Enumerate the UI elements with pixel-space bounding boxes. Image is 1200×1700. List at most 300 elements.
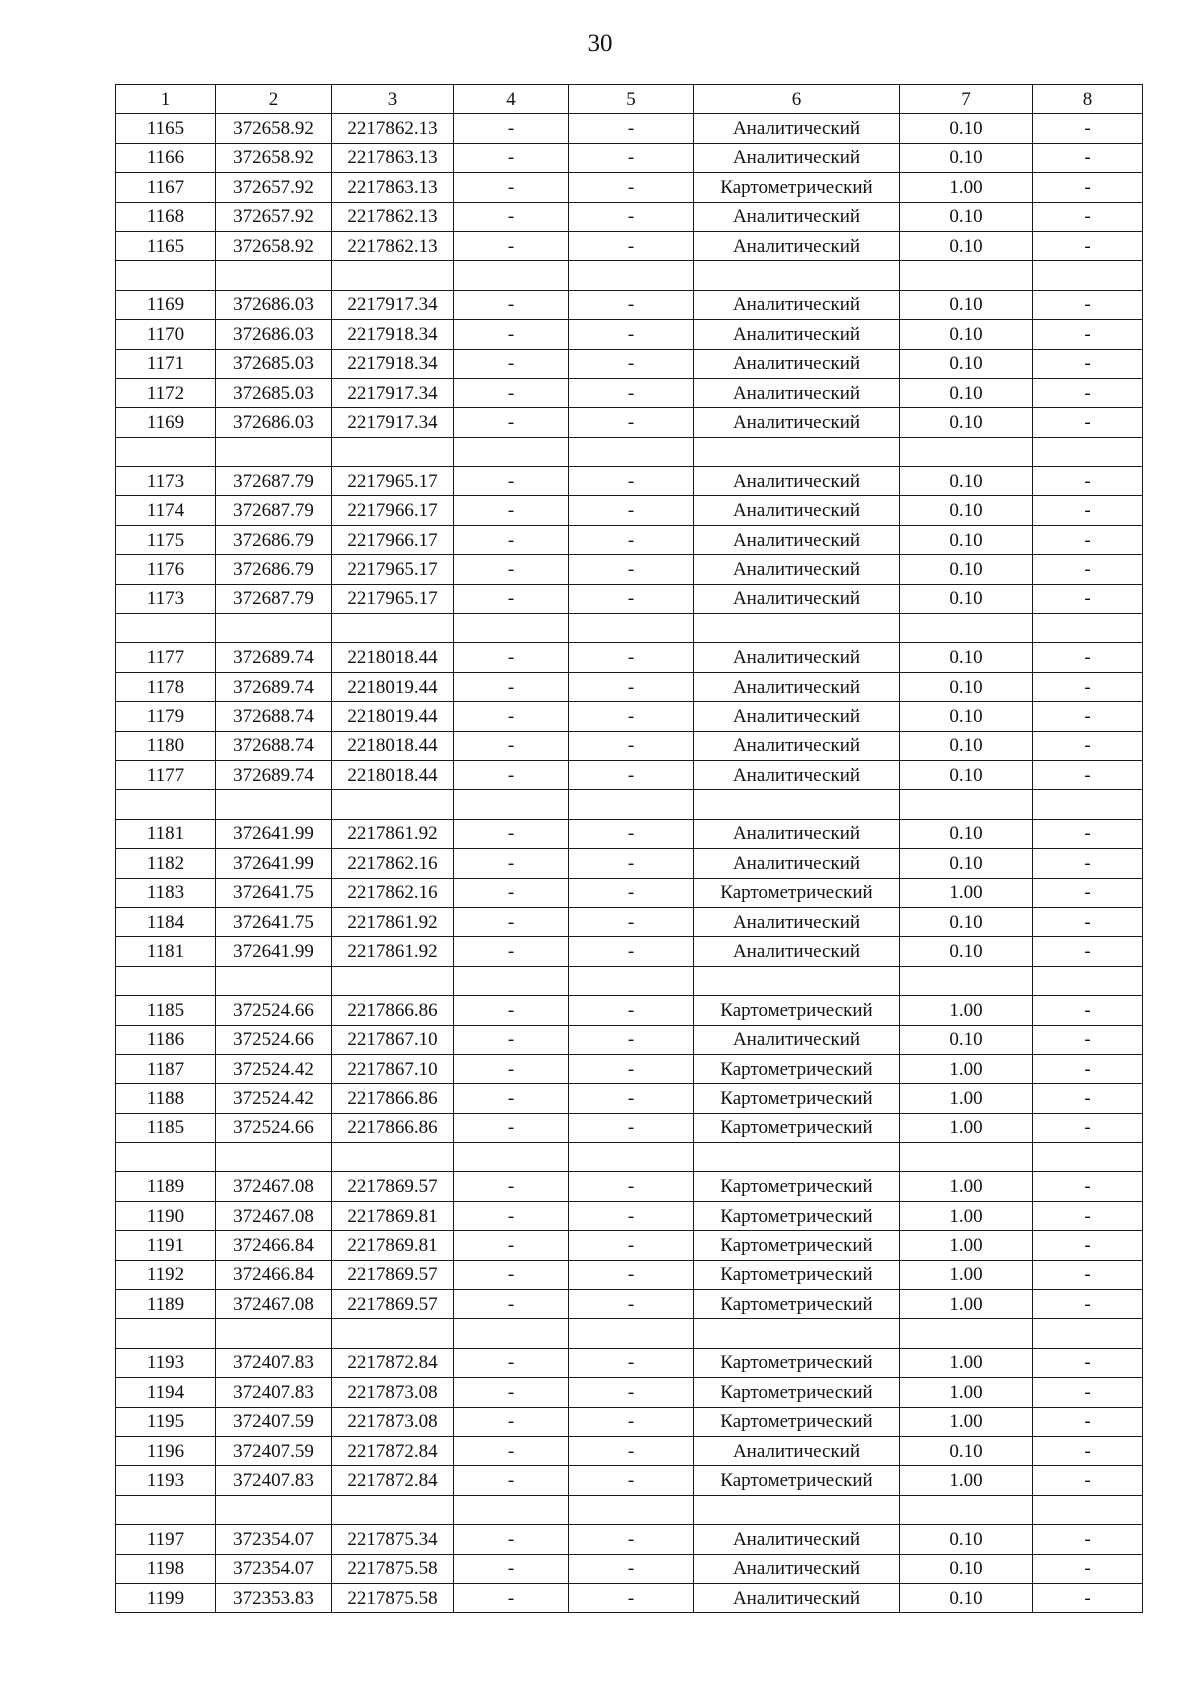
accuracy-cell: 0.10: [900, 467, 1033, 496]
table-row: [116, 1172, 1143, 1201]
table-row: [116, 143, 1143, 172]
column-5-cell: -: [569, 760, 694, 789]
accuracy-cell: [900, 437, 1033, 466]
point-number-cell: 1168: [116, 202, 216, 231]
column-4-cell: -: [454, 584, 569, 613]
accuracy-cell: 0.10: [900, 1554, 1033, 1583]
x-coordinate-cell: 372689.74: [216, 672, 332, 701]
column-8-cell: -: [1033, 555, 1143, 584]
y-coordinate-cell: 2217863.13: [332, 173, 454, 202]
x-coordinate-cell: 372641.99: [216, 849, 332, 878]
column-8-cell: [1033, 437, 1143, 466]
method-cell: Картометрический: [694, 1260, 900, 1289]
column-8-cell: -: [1033, 1025, 1143, 1054]
column-5-cell: -: [569, 584, 694, 613]
column-5-cell: -: [569, 702, 694, 731]
column-4-cell: -: [454, 1172, 569, 1201]
y-coordinate-cell: 2217861.92: [332, 907, 454, 936]
column-4-cell: -: [454, 143, 569, 172]
y-coordinate-cell: [332, 437, 454, 466]
column-4-cell: -: [454, 1436, 569, 1465]
column-5-cell: [569, 1319, 694, 1348]
point-number-cell: [116, 437, 216, 466]
point-number-cell: 1169: [116, 290, 216, 319]
x-coordinate-cell: 372689.74: [216, 643, 332, 672]
accuracy-cell: 1.00: [900, 1348, 1033, 1377]
column-5-cell: -: [569, 996, 694, 1025]
table-row: [116, 173, 1143, 202]
x-coordinate-cell: 372658.92: [216, 231, 332, 260]
y-coordinate-cell: 2217862.13: [332, 202, 454, 231]
x-coordinate-cell: 372524.42: [216, 1054, 332, 1083]
column-4-cell: [454, 437, 569, 466]
method-cell: Аналитический: [694, 290, 900, 319]
column-5-cell: -: [569, 937, 694, 966]
column-header: 1: [116, 85, 216, 114]
accuracy-cell: 0.10: [900, 320, 1033, 349]
column-4-cell: -: [454, 1084, 569, 1113]
accuracy-cell: 0.10: [900, 702, 1033, 731]
table-row: [116, 672, 1143, 701]
method-cell: Аналитический: [694, 702, 900, 731]
method-cell: [694, 614, 900, 643]
y-coordinate-cell: 2217873.08: [332, 1378, 454, 1407]
y-coordinate-cell: 2217867.10: [332, 1054, 454, 1083]
method-cell: Аналитический: [694, 1525, 900, 1554]
column-4-cell: -: [454, 1466, 569, 1495]
column-5-cell: -: [569, 231, 694, 260]
column-8-cell: [1033, 1495, 1143, 1524]
column-4-cell: -: [454, 290, 569, 319]
column-4-cell: [454, 1143, 569, 1172]
column-5-cell: [569, 1495, 694, 1524]
point-number-cell: 1193: [116, 1466, 216, 1495]
y-coordinate-cell: 2218018.44: [332, 760, 454, 789]
method-cell: Аналитический: [694, 819, 900, 848]
accuracy-cell: 0.10: [900, 643, 1033, 672]
method-cell: Аналитический: [694, 731, 900, 760]
column-5-cell: -: [569, 643, 694, 672]
x-coordinate-cell: 372687.79: [216, 584, 332, 613]
point-number-cell: 1177: [116, 643, 216, 672]
column-5-cell: -: [569, 1025, 694, 1054]
accuracy-cell: 1.00: [900, 996, 1033, 1025]
column-5-cell: [569, 1143, 694, 1172]
method-cell: Аналитический: [694, 643, 900, 672]
y-coordinate-cell: 2217862.13: [332, 231, 454, 260]
table-row: [116, 1084, 1143, 1113]
point-number-cell: 1166: [116, 143, 216, 172]
x-coordinate-cell: [216, 1143, 332, 1172]
point-number-cell: 1192: [116, 1260, 216, 1289]
accuracy-cell: 1.00: [900, 1054, 1033, 1083]
column-5-cell: [569, 966, 694, 995]
column-5-cell: -: [569, 878, 694, 907]
accuracy-cell: 0.10: [900, 672, 1033, 701]
page-number: 30: [587, 30, 613, 57]
point-number-cell: 1175: [116, 525, 216, 554]
accuracy-cell: 0.10: [900, 525, 1033, 554]
column-8-cell: -: [1033, 114, 1143, 143]
column-4-cell: -: [454, 937, 569, 966]
x-coordinate-cell: [216, 1495, 332, 1524]
method-cell: Картометрический: [694, 1084, 900, 1113]
x-coordinate-cell: 372354.07: [216, 1554, 332, 1583]
column-5-cell: -: [569, 1554, 694, 1583]
y-coordinate-cell: [332, 261, 454, 290]
method-cell: [694, 1143, 900, 1172]
accuracy-cell: 0.10: [900, 231, 1033, 260]
y-coordinate-cell: 2217875.34: [332, 1525, 454, 1554]
column-5-cell: -: [569, 1348, 694, 1377]
table-row: [116, 467, 1143, 496]
x-coordinate-cell: 372658.92: [216, 114, 332, 143]
x-coordinate-cell: 372354.07: [216, 1525, 332, 1554]
method-cell: Аналитический: [694, 1583, 900, 1612]
y-coordinate-cell: 2217873.08: [332, 1407, 454, 1436]
table-row: [116, 231, 1143, 260]
x-coordinate-cell: 372407.83: [216, 1466, 332, 1495]
point-number-cell: [116, 1143, 216, 1172]
column-8-cell: -: [1033, 173, 1143, 202]
accuracy-cell: 1.00: [900, 1378, 1033, 1407]
column-8-cell: -: [1033, 849, 1143, 878]
x-coordinate-cell: 372687.79: [216, 467, 332, 496]
table-row: [116, 525, 1143, 554]
y-coordinate-cell: 2217862.13: [332, 114, 454, 143]
y-coordinate-cell: 2217872.84: [332, 1436, 454, 1465]
column-4-cell: -: [454, 1231, 569, 1260]
column-8-cell: -: [1033, 1290, 1143, 1319]
column-8-cell: -: [1033, 290, 1143, 319]
point-number-cell: 1184: [116, 907, 216, 936]
y-coordinate-cell: [332, 614, 454, 643]
column-4-cell: -: [454, 408, 569, 437]
accuracy-cell: 0.10: [900, 555, 1033, 584]
point-number-cell: 1189: [116, 1290, 216, 1319]
column-header: 7: [900, 85, 1033, 114]
method-cell: [694, 966, 900, 995]
accuracy-cell: 0.10: [900, 819, 1033, 848]
accuracy-cell: 0.10: [900, 760, 1033, 789]
point-number-cell: 1180: [116, 731, 216, 760]
accuracy-cell: 0.10: [900, 1525, 1033, 1554]
accuracy-cell: 0.10: [900, 584, 1033, 613]
accuracy-cell: [900, 790, 1033, 819]
column-header: 6: [694, 85, 900, 114]
column-4-cell: -: [454, 760, 569, 789]
accuracy-cell: 0.10: [900, 143, 1033, 172]
x-coordinate-cell: 372467.08: [216, 1201, 332, 1230]
table-row: [116, 290, 1143, 319]
column-8-cell: -: [1033, 496, 1143, 525]
column-4-cell: -: [454, 1525, 569, 1554]
column-5-cell: -: [569, 525, 694, 554]
method-cell: Картометрический: [694, 996, 900, 1025]
method-cell: Картометрический: [694, 1231, 900, 1260]
column-8-cell: [1033, 966, 1143, 995]
point-number-cell: 1171: [116, 349, 216, 378]
column-5-cell: -: [569, 849, 694, 878]
table-row: [116, 819, 1143, 848]
y-coordinate-cell: 2218018.44: [332, 643, 454, 672]
y-coordinate-cell: [332, 1495, 454, 1524]
table-row: [116, 320, 1143, 349]
column-header: 8: [1033, 85, 1143, 114]
method-cell: Аналитический: [694, 937, 900, 966]
column-4-cell: -: [454, 878, 569, 907]
method-cell: Аналитический: [694, 555, 900, 584]
point-number-cell: 1172: [116, 378, 216, 407]
table-row: [116, 907, 1143, 936]
y-coordinate-cell: 2217861.92: [332, 819, 454, 848]
method-cell: Аналитический: [694, 525, 900, 554]
point-number-cell: 1179: [116, 702, 216, 731]
table-body: [116, 114, 1143, 1613]
y-coordinate-cell: 2217869.57: [332, 1290, 454, 1319]
accuracy-cell: [900, 614, 1033, 643]
column-8-cell: -: [1033, 1054, 1143, 1083]
accuracy-cell: 1.00: [900, 1260, 1033, 1289]
table-row: [116, 496, 1143, 525]
column-4-cell: -: [454, 555, 569, 584]
column-8-cell: [1033, 790, 1143, 819]
point-number-cell: 1183: [116, 878, 216, 907]
y-coordinate-cell: 2217866.86: [332, 1084, 454, 1113]
x-coordinate-cell: 372685.03: [216, 349, 332, 378]
column-5-cell: -: [569, 143, 694, 172]
point-number-cell: 1196: [116, 1436, 216, 1465]
table-row: [116, 349, 1143, 378]
table-separator-row: [116, 790, 1143, 819]
column-4-cell: -: [454, 1407, 569, 1436]
accuracy-cell: 1.00: [900, 1084, 1033, 1113]
y-coordinate-cell: 2218019.44: [332, 702, 454, 731]
x-coordinate-cell: 372688.74: [216, 731, 332, 760]
y-coordinate-cell: [332, 1143, 454, 1172]
accuracy-cell: 1.00: [900, 1113, 1033, 1142]
table-row: [116, 408, 1143, 437]
column-8-cell: [1033, 1319, 1143, 1348]
table-separator-row: [116, 1495, 1143, 1524]
column-5-cell: -: [569, 731, 694, 760]
column-8-cell: -: [1033, 1172, 1143, 1201]
column-8-cell: -: [1033, 819, 1143, 848]
column-5-cell: -: [569, 1290, 694, 1319]
column-4-cell: -: [454, 1054, 569, 1083]
column-8-cell: -: [1033, 320, 1143, 349]
column-8-cell: -: [1033, 1260, 1143, 1289]
accuracy-cell: [900, 966, 1033, 995]
method-cell: [694, 1319, 900, 1348]
column-5-cell: -: [569, 1201, 694, 1230]
y-coordinate-cell: 2217875.58: [332, 1583, 454, 1612]
column-4-cell: -: [454, 173, 569, 202]
column-5-cell: [569, 614, 694, 643]
x-coordinate-cell: 372641.99: [216, 937, 332, 966]
table-row: [116, 878, 1143, 907]
table-row: [116, 202, 1143, 231]
table-row: [116, 1554, 1143, 1583]
point-number-cell: 1177: [116, 760, 216, 789]
table-row: [116, 114, 1143, 143]
method-cell: Картометрический: [694, 1201, 900, 1230]
y-coordinate-cell: 2217869.81: [332, 1201, 454, 1230]
y-coordinate-cell: 2217875.58: [332, 1554, 454, 1583]
method-cell: Аналитический: [694, 496, 900, 525]
accuracy-cell: [900, 261, 1033, 290]
accuracy-cell: 0.10: [900, 937, 1033, 966]
column-4-cell: -: [454, 202, 569, 231]
x-coordinate-cell: 372524.66: [216, 1113, 332, 1142]
method-cell: Картометрический: [694, 1407, 900, 1436]
table-row: [116, 849, 1143, 878]
table-header-row: [116, 85, 1143, 114]
table-row: [116, 1583, 1143, 1612]
table-row: [116, 643, 1143, 672]
table-row: [116, 702, 1143, 731]
y-coordinate-cell: [332, 966, 454, 995]
column-8-cell: -: [1033, 1084, 1143, 1113]
column-4-cell: -: [454, 496, 569, 525]
column-8-cell: -: [1033, 202, 1143, 231]
point-number-cell: 1165: [116, 231, 216, 260]
column-4-cell: -: [454, 907, 569, 936]
column-8-cell: -: [1033, 760, 1143, 789]
table-row: [116, 1025, 1143, 1054]
point-number-cell: [116, 966, 216, 995]
x-coordinate-cell: 372524.42: [216, 1084, 332, 1113]
point-number-cell: 1182: [116, 849, 216, 878]
column-5-cell: -: [569, 819, 694, 848]
column-5-cell: -: [569, 408, 694, 437]
column-8-cell: [1033, 261, 1143, 290]
point-number-cell: [116, 1319, 216, 1348]
table-row: [116, 555, 1143, 584]
point-number-cell: 1167: [116, 173, 216, 202]
column-4-cell: -: [454, 349, 569, 378]
column-4-cell: -: [454, 1290, 569, 1319]
y-coordinate-cell: 2217862.16: [332, 849, 454, 878]
method-cell: Аналитический: [694, 320, 900, 349]
x-coordinate-cell: 372407.59: [216, 1407, 332, 1436]
point-number-cell: [116, 261, 216, 290]
y-coordinate-cell: 2217869.57: [332, 1260, 454, 1289]
column-5-cell: -: [569, 496, 694, 525]
method-cell: Аналитический: [694, 1025, 900, 1054]
y-coordinate-cell: 2217918.34: [332, 320, 454, 349]
x-coordinate-cell: 372658.92: [216, 143, 332, 172]
column-8-cell: -: [1033, 1583, 1143, 1612]
table-row: [116, 1113, 1143, 1142]
accuracy-cell: 1.00: [900, 173, 1033, 202]
method-cell: Картометрический: [694, 1378, 900, 1407]
accuracy-cell: 1.00: [900, 1407, 1033, 1436]
column-8-cell: -: [1033, 1348, 1143, 1377]
column-8-cell: -: [1033, 907, 1143, 936]
column-8-cell: -: [1033, 1231, 1143, 1260]
column-4-cell: -: [454, 467, 569, 496]
y-coordinate-cell: 2217917.34: [332, 290, 454, 319]
column-4-cell: -: [454, 819, 569, 848]
x-coordinate-cell: 372657.92: [216, 202, 332, 231]
column-5-cell: -: [569, 1583, 694, 1612]
column-header: 4: [454, 85, 569, 114]
table-row: [116, 1407, 1143, 1436]
point-number-cell: 1185: [116, 996, 216, 1025]
method-cell: Аналитический: [694, 467, 900, 496]
column-4-cell: -: [454, 1025, 569, 1054]
column-4-cell: [454, 261, 569, 290]
y-coordinate-cell: [332, 790, 454, 819]
method-cell: Аналитический: [694, 202, 900, 231]
y-coordinate-cell: 2217861.92: [332, 937, 454, 966]
x-coordinate-cell: 372686.03: [216, 408, 332, 437]
column-4-cell: -: [454, 1113, 569, 1142]
column-8-cell: -: [1033, 731, 1143, 760]
y-coordinate-cell: 2217862.16: [332, 878, 454, 907]
point-number-cell: 1181: [116, 819, 216, 848]
method-cell: Аналитический: [694, 760, 900, 789]
x-coordinate-cell: 372685.03: [216, 378, 332, 407]
column-8-cell: -: [1033, 643, 1143, 672]
y-coordinate-cell: 2217965.17: [332, 555, 454, 584]
method-cell: Аналитический: [694, 672, 900, 701]
column-4-cell: -: [454, 1554, 569, 1583]
x-coordinate-cell: [216, 437, 332, 466]
point-number-cell: 1169: [116, 408, 216, 437]
column-4-cell: -: [454, 231, 569, 260]
column-8-cell: -: [1033, 1113, 1143, 1142]
column-5-cell: [569, 790, 694, 819]
column-5-cell: -: [569, 320, 694, 349]
column-4-cell: [454, 966, 569, 995]
point-number-cell: 1178: [116, 672, 216, 701]
column-4-cell: -: [454, 1260, 569, 1289]
column-5-cell: -: [569, 1260, 694, 1289]
column-5-cell: -: [569, 1231, 694, 1260]
y-coordinate-cell: 2218019.44: [332, 672, 454, 701]
column-5-cell: -: [569, 1466, 694, 1495]
point-number-cell: 1186: [116, 1025, 216, 1054]
y-coordinate-cell: 2217869.81: [332, 1231, 454, 1260]
column-4-cell: -: [454, 1348, 569, 1377]
y-coordinate-cell: 2217866.86: [332, 996, 454, 1025]
accuracy-cell: 0.10: [900, 731, 1033, 760]
column-4-cell: -: [454, 849, 569, 878]
x-coordinate-cell: 372466.84: [216, 1231, 332, 1260]
column-5-cell: -: [569, 290, 694, 319]
x-coordinate-cell: [216, 790, 332, 819]
x-coordinate-cell: 372641.75: [216, 878, 332, 907]
method-cell: [694, 437, 900, 466]
method-cell: Картометрический: [694, 1290, 900, 1319]
accuracy-cell: 0.10: [900, 1583, 1033, 1612]
column-5-cell: -: [569, 1113, 694, 1142]
y-coordinate-cell: 2217869.57: [332, 1172, 454, 1201]
method-cell: Картометрический: [694, 1172, 900, 1201]
point-number-cell: [116, 614, 216, 643]
point-number-cell: 1197: [116, 1525, 216, 1554]
column-8-cell: -: [1033, 702, 1143, 731]
y-coordinate-cell: 2217965.17: [332, 467, 454, 496]
x-coordinate-cell: 372407.83: [216, 1378, 332, 1407]
table-row: [116, 1290, 1143, 1319]
x-coordinate-cell: 372407.83: [216, 1348, 332, 1377]
column-8-cell: -: [1033, 143, 1143, 172]
x-coordinate-cell: 372353.83: [216, 1583, 332, 1612]
point-number-cell: 1195: [116, 1407, 216, 1436]
